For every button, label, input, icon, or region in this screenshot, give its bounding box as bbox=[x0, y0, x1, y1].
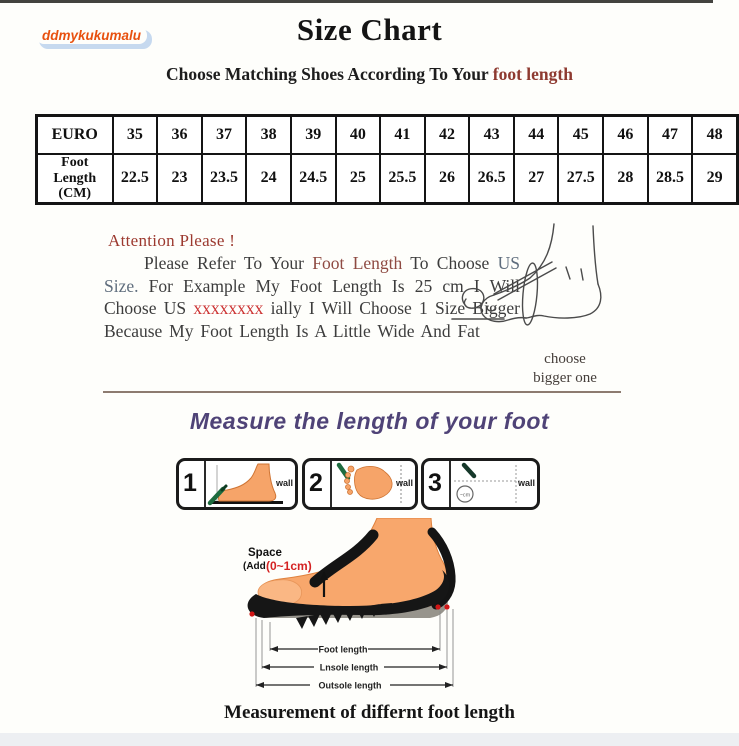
euro-row-header: EURO bbox=[37, 116, 113, 154]
wall-label: wall bbox=[275, 478, 293, 488]
attention-text-segment: ially I Will Choose 1 Size Bigger Because My Foot Length Is A Little Wide And Fat bbox=[104, 298, 520, 341]
foot-length-cell: 26 bbox=[425, 154, 469, 204]
measure-step-2-panel bbox=[302, 458, 418, 510]
add-label: (Add bbox=[243, 561, 266, 572]
wall-label: wall bbox=[395, 478, 413, 488]
euro-size-cell: 40 bbox=[336, 116, 380, 154]
choose-bigger-note bbox=[495, 350, 635, 388]
foot-length-cell: 29 bbox=[692, 154, 737, 204]
wall-label: wall bbox=[517, 478, 535, 488]
step-1-divider bbox=[204, 461, 206, 507]
bottom-caption: Measurement of differnt foot length bbox=[224, 702, 515, 723]
attention-text-segment: For Example My Foot Length Is 25 cm I Will Choose US bbox=[104, 275, 520, 318]
add-range-label: (0~1cm) bbox=[266, 559, 312, 573]
dark-pencil-icon bbox=[464, 465, 474, 476]
note-line-1: choose bbox=[544, 351, 586, 367]
euro-size-cell: 46 bbox=[603, 116, 647, 154]
foot-length-cell: 24.5 bbox=[291, 154, 336, 204]
page-title: Size Chart bbox=[296, 12, 443, 47]
foot-length-cell: 23.5 bbox=[202, 154, 247, 204]
attention-text-segment: Foot Length bbox=[312, 253, 403, 273]
subtitle bbox=[0, 64, 739, 85]
measure-section-heading: Measure the length of your foot bbox=[189, 408, 550, 434]
euro-size-row bbox=[37, 116, 738, 154]
side-foot-illustration bbox=[218, 464, 275, 501]
foot-length-cell: 27 bbox=[514, 154, 558, 204]
outsole-length-label: Outsole length bbox=[318, 680, 382, 691]
foot-measuring-tape-sketch bbox=[450, 222, 620, 347]
foot-length-cell: 25.5 bbox=[380, 154, 425, 204]
foot-length-cell: 28 bbox=[603, 154, 647, 204]
sketch-back-leg-line bbox=[593, 226, 598, 284]
foot-length-label: Foot length bbox=[318, 644, 368, 655]
euro-size-cell: 48 bbox=[692, 116, 737, 154]
foot-length-row bbox=[37, 154, 738, 204]
euro-size-cell: 39 bbox=[291, 116, 336, 154]
foot-length-cell: 24 bbox=[246, 154, 290, 204]
top-edge-strip bbox=[0, 0, 713, 3]
space-label: Space bbox=[248, 547, 282, 559]
pencil-tip bbox=[222, 486, 226, 490]
euro-size-cell: 36 bbox=[157, 116, 201, 154]
attention-text-segment: Please Refer To Your bbox=[144, 253, 313, 273]
red-dot-heel-1 bbox=[435, 604, 440, 609]
cm-circle-label: ~cm bbox=[459, 492, 471, 499]
attention-text-segment: US Size. bbox=[104, 253, 520, 296]
step-2-divider bbox=[330, 461, 332, 507]
subtitle-prefix: Choose Matching Shoes According To Your bbox=[166, 64, 493, 84]
euro-size-cell: 41 bbox=[380, 116, 425, 154]
pencil-scribble-loop bbox=[462, 289, 483, 309]
footprint-illustration bbox=[345, 466, 393, 499]
insole-length-label: Lnsole length bbox=[319, 662, 379, 673]
euro-size-cell: 47 bbox=[648, 116, 693, 154]
red-dot-toe bbox=[249, 611, 254, 616]
foot-length-diagram bbox=[240, 518, 470, 703]
foot-length-row-header: Foot Length (CM) bbox=[37, 154, 113, 204]
euro-size-cell: 35 bbox=[113, 116, 158, 154]
measure-step-3-panel bbox=[421, 458, 540, 510]
seller-watermark: ddmykukumalu bbox=[36, 27, 147, 44]
red-dot-heel-2 bbox=[444, 604, 449, 609]
size-chart-table bbox=[35, 114, 739, 205]
attention-text-segment: xxxxxxxx bbox=[193, 298, 264, 318]
attention-text-segment: To Choose bbox=[402, 253, 498, 273]
subtitle-highlight: foot length bbox=[492, 64, 573, 84]
attention-heading: Attention Please ! bbox=[108, 231, 236, 250]
euro-size-cell: 42 bbox=[425, 116, 469, 154]
foot-length-cell: 28.5 bbox=[648, 154, 693, 204]
euro-size-cell: 37 bbox=[202, 116, 247, 154]
foot-length-cell: 25 bbox=[336, 154, 380, 204]
foot-length-cell: 26.5 bbox=[469, 154, 514, 204]
foot-length-cell: 23 bbox=[157, 154, 201, 204]
bottom-edge-strip bbox=[0, 733, 739, 746]
foot-length-cell: 22.5 bbox=[113, 154, 158, 204]
step-3-divider bbox=[449, 461, 451, 507]
step-1-number: 1 bbox=[183, 469, 197, 497]
measure-step-1-panel bbox=[176, 458, 298, 510]
sketch-toenail bbox=[487, 306, 495, 311]
euro-size-cell: 45 bbox=[558, 116, 603, 154]
euro-size-cell: 43 bbox=[469, 116, 514, 154]
note-line-2: bigger one bbox=[533, 370, 597, 386]
section-divider-line bbox=[103, 391, 621, 393]
step-3-number: 3 bbox=[428, 469, 442, 497]
step-2-number: 2 bbox=[309, 469, 323, 497]
euro-size-cell: 38 bbox=[246, 116, 290, 154]
ankle-marks bbox=[566, 267, 583, 280]
euro-size-cell: 44 bbox=[514, 116, 558, 154]
foot-length-cell: 27.5 bbox=[558, 154, 603, 204]
